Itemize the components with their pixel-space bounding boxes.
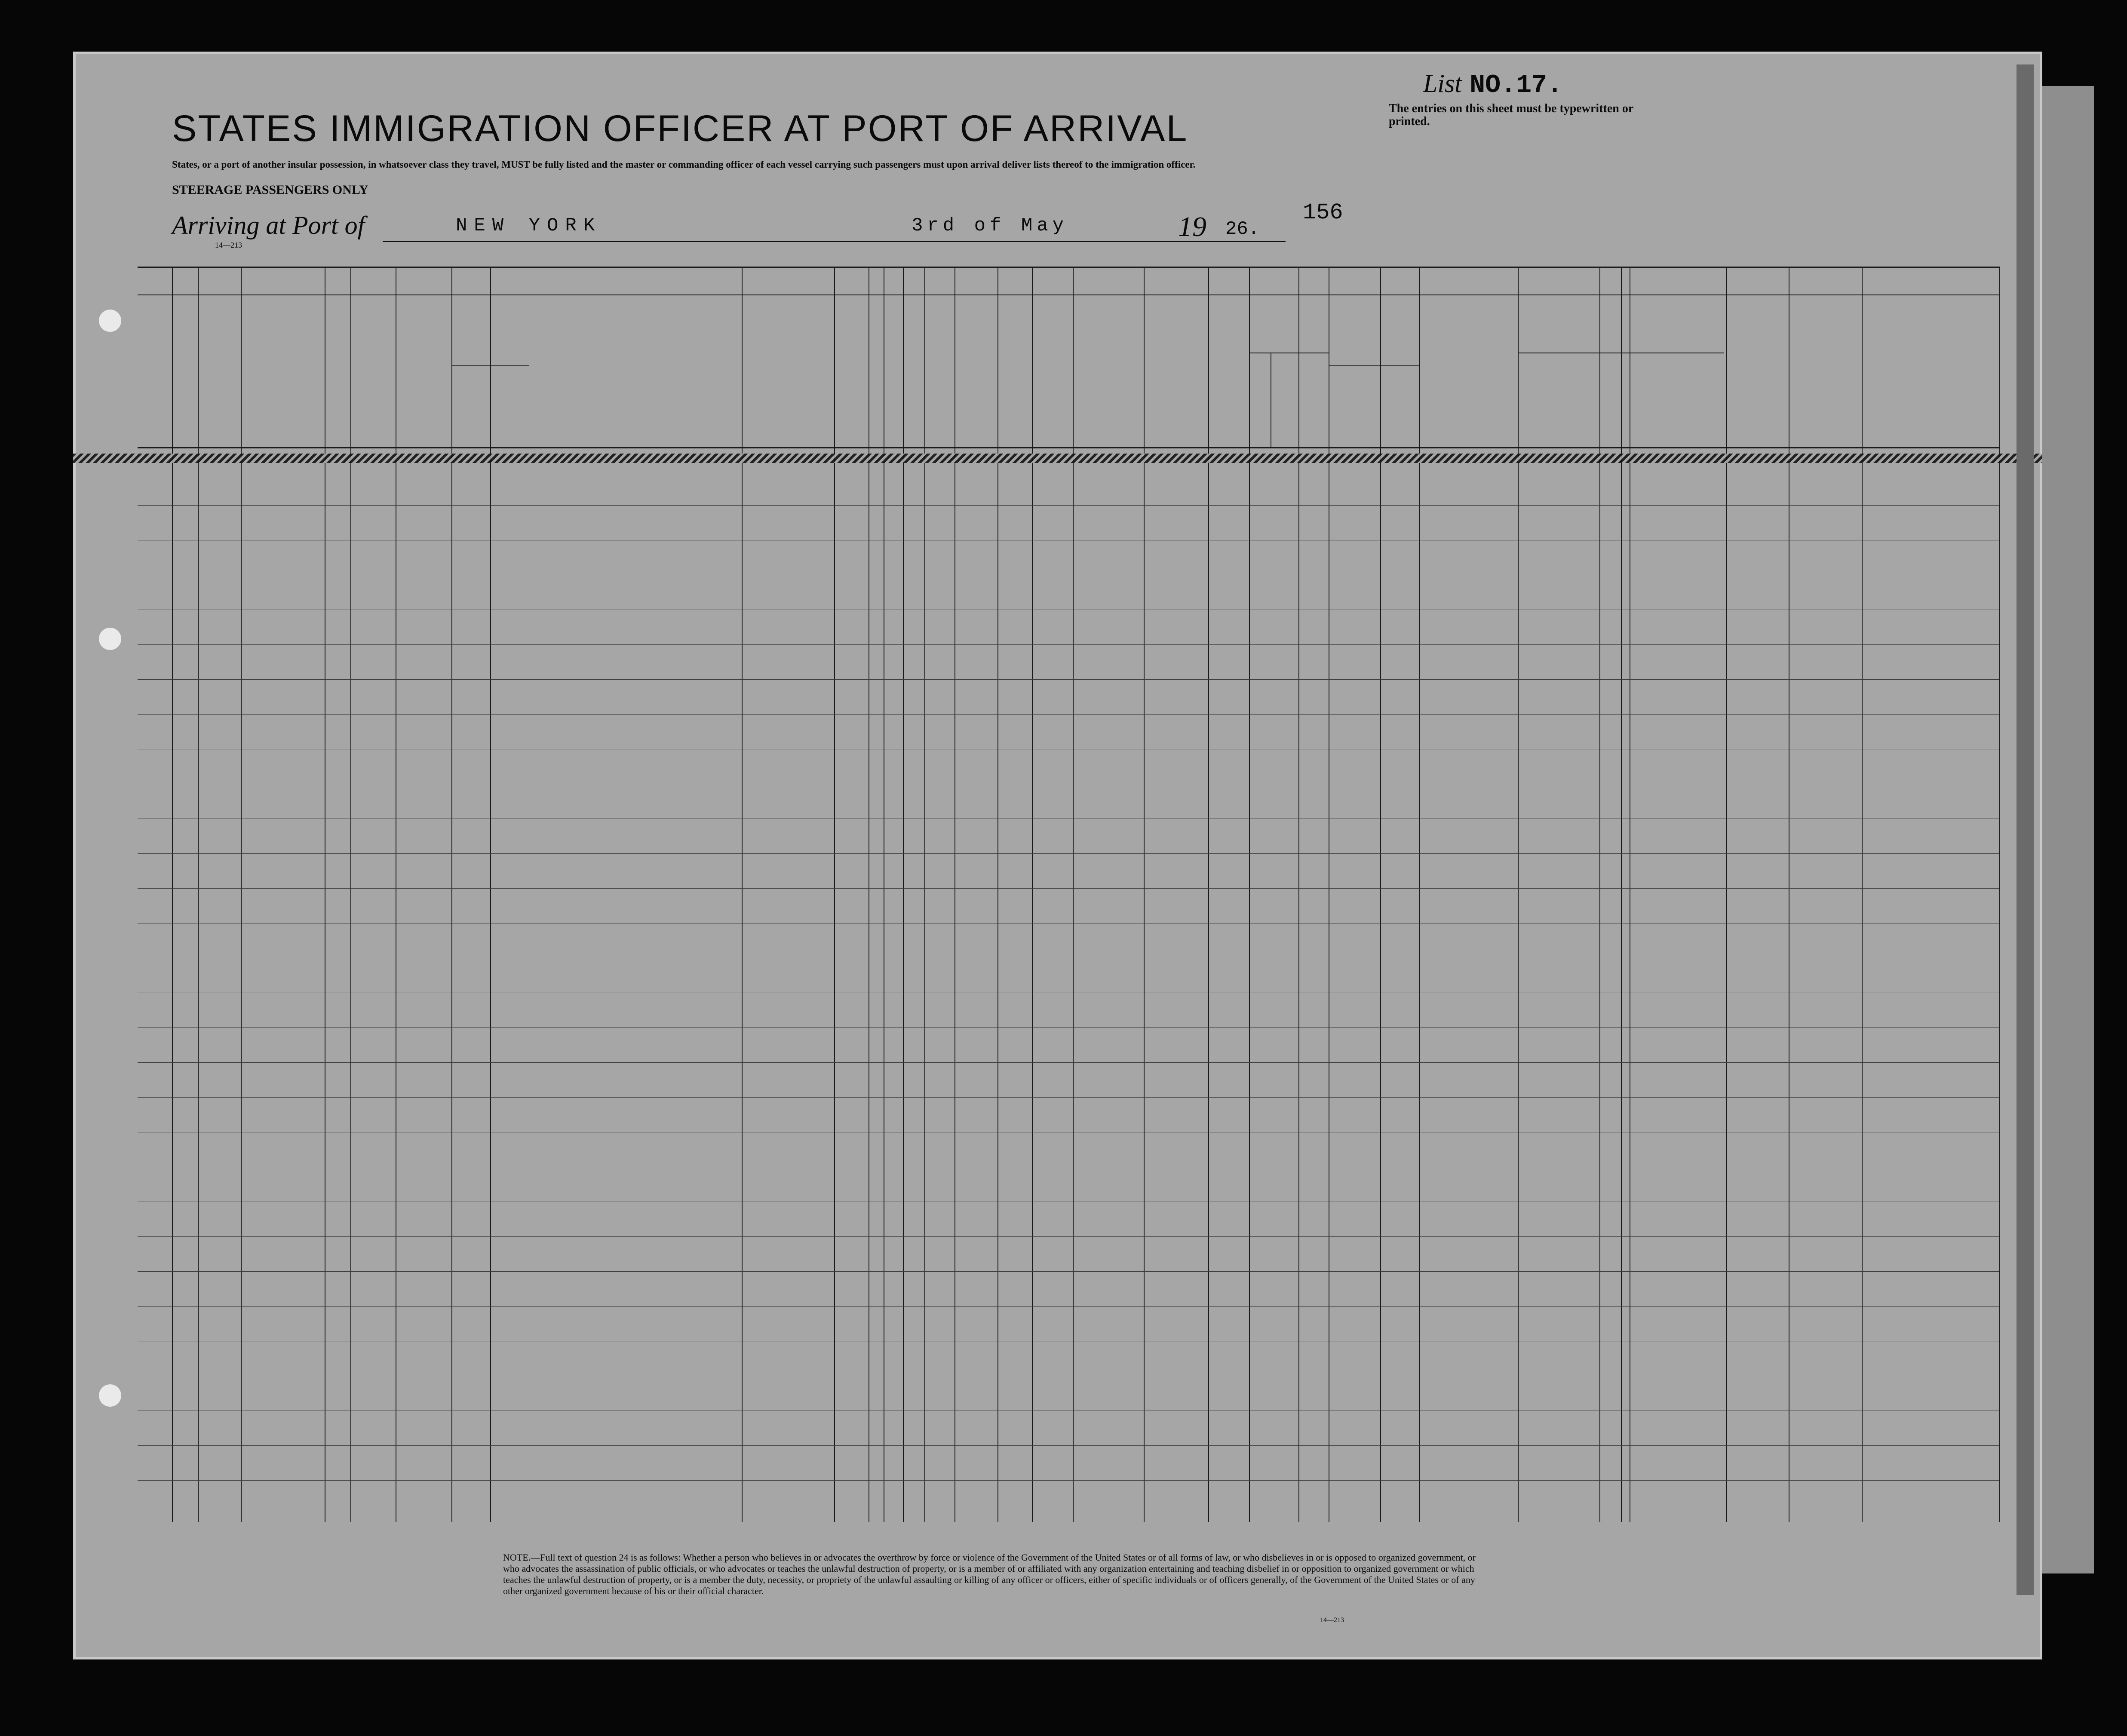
arriving-underline: [383, 241, 1286, 242]
subheader-rule: [1329, 365, 1419, 366]
underlying-sheet-edge: [2042, 86, 2094, 1573]
form-intro: States, or a port of another insular possession, in whatsoever class they travel, MUST be fully listed and the master or commanding officer of each vessel carrying such passengers must upon arrival deliver lists thereof to the immigration officer.: [172, 159, 1196, 170]
row-rule: [138, 714, 1999, 715]
punch-hole: [99, 628, 121, 650]
row-rule: [138, 1062, 1999, 1063]
page-number: 156: [1303, 200, 1343, 225]
row-rule: [138, 679, 1999, 680]
manifest-sheet: [73, 52, 2042, 1659]
arriving-label: Arriving at Port of: [172, 211, 365, 239]
arrival-date: 3rd of May: [912, 215, 1068, 236]
arrival-year-suffix: 26.: [1225, 218, 1260, 240]
header-separator-hatch: [73, 454, 2042, 463]
header-top-rule: [138, 267, 1999, 268]
footnote: NOTE.—Full text of question 24 is as follows: Whether a person who believes in or advocates the overthrow by force or violence of the Government of the United States or of all forms of law, or who disbelieves in or is opposed to organized government, or who advocates the assassination of public officials, or who advocates or teaches the unlawful destruction of property, or is a member of or affiliated with any organization entertaining and teaching disbelief in or opposition to organized government or which teaches the unlawful destruction of property, or is a member the duty, necessity, or propriety of the unlawful assaulting or killing of any officer or officers, either of specific individuals or of officers generally, of the Government of the United States or of any other organized government because of his or their official character.: [503, 1552, 1476, 1596]
row-rule: [138, 1236, 1999, 1237]
column-number-rule: [138, 294, 1999, 295]
form-title: STATES IMMIGRATION OFFICER AT PORT OF ARRIVAL: [172, 108, 1188, 149]
subheader-divider: [1380, 365, 1381, 447]
row-rule: [138, 644, 1999, 645]
row-rule: [138, 853, 1999, 854]
entries-note: The entries on this sheet must be typewritten or printed.: [1389, 102, 1633, 128]
subheader-divider: [1599, 353, 1600, 447]
row-rule: [138, 1271, 1999, 1272]
punch-hole: [99, 1384, 121, 1407]
row-rule: [138, 1027, 1999, 1028]
row-rule: [138, 505, 1999, 506]
row-rule: [138, 888, 1999, 889]
port-name: NEW YORK: [456, 215, 602, 236]
subheader-rule: [451, 365, 529, 366]
steerage-label: STEERAGE PASSENGERS ONLY: [172, 183, 368, 197]
row-rule: [138, 1445, 1999, 1446]
form-code-bottom: 14—213: [1320, 1616, 1344, 1624]
list-number: List NO.17.: [1423, 69, 1563, 100]
row-rule: [138, 1097, 1999, 1098]
row-rule: [138, 1306, 1999, 1307]
row-rule: [138, 1480, 1999, 1481]
punch-hole: [99, 310, 121, 332]
underlying-sheet-edge: [2017, 64, 2034, 1595]
form-code: 14—213: [215, 241, 242, 249]
arrival-year-prefix: 19: [1178, 211, 1206, 242]
header-bottom-rule: [138, 447, 1999, 448]
